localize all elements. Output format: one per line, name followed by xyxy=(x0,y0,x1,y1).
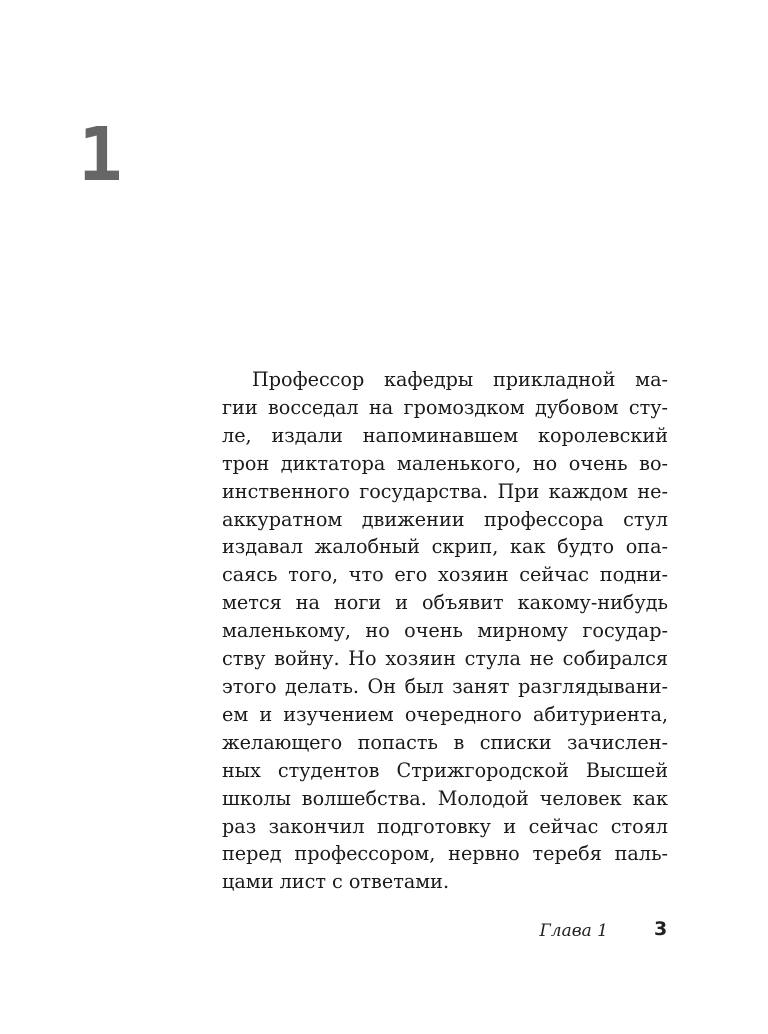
text-line: желающего попасть в списки зачислен- xyxy=(222,730,668,754)
text-line: перед профессором, нервно теребя паль- xyxy=(222,842,668,866)
chapter-paragraph xyxy=(222,366,668,896)
text-line: раз закончил подготовку и сейчас стоял xyxy=(222,814,668,838)
text-line: саясь того, что его хозяин сейчас подни- xyxy=(222,563,668,587)
page-footer xyxy=(0,918,768,948)
chapter-number: 1 xyxy=(78,112,123,198)
text-line: школы волшебства. Молодой человек как xyxy=(222,786,668,810)
text-line: маленькому, но очень мирному государ- xyxy=(222,619,668,643)
text-line: Профессор кафедры прикладной ма- xyxy=(252,368,668,391)
page-number: 3 xyxy=(654,918,668,940)
text-line: трон диктатора маленького, но очень во- xyxy=(222,451,668,475)
text-line: ем и изучением очередного абитуриента, xyxy=(222,702,668,726)
text-line: аккуратном движении профессора стул xyxy=(222,507,668,531)
text-line: цами лист с ответами. xyxy=(222,870,450,894)
text-line: издавал жалобный скрип, как будто опа- xyxy=(222,535,668,559)
text-line: этого делать. Он был занят разглядывани- xyxy=(222,674,668,698)
text-line: ных студентов Стрижгородской Высшей xyxy=(222,758,668,782)
text-line: ству войну. Но хозяин стула не собирался xyxy=(222,647,668,671)
text-line: гии восседал на громоздком дубовом сту- xyxy=(222,395,668,419)
text-line: инственного государства. При каждом не- xyxy=(222,479,668,503)
text-line: ле, издали напоминавшем королевский xyxy=(222,423,668,447)
text-line: мется на ноги и объявит какому-нибудь xyxy=(222,591,668,615)
running-head: Глава 1 xyxy=(539,921,608,941)
